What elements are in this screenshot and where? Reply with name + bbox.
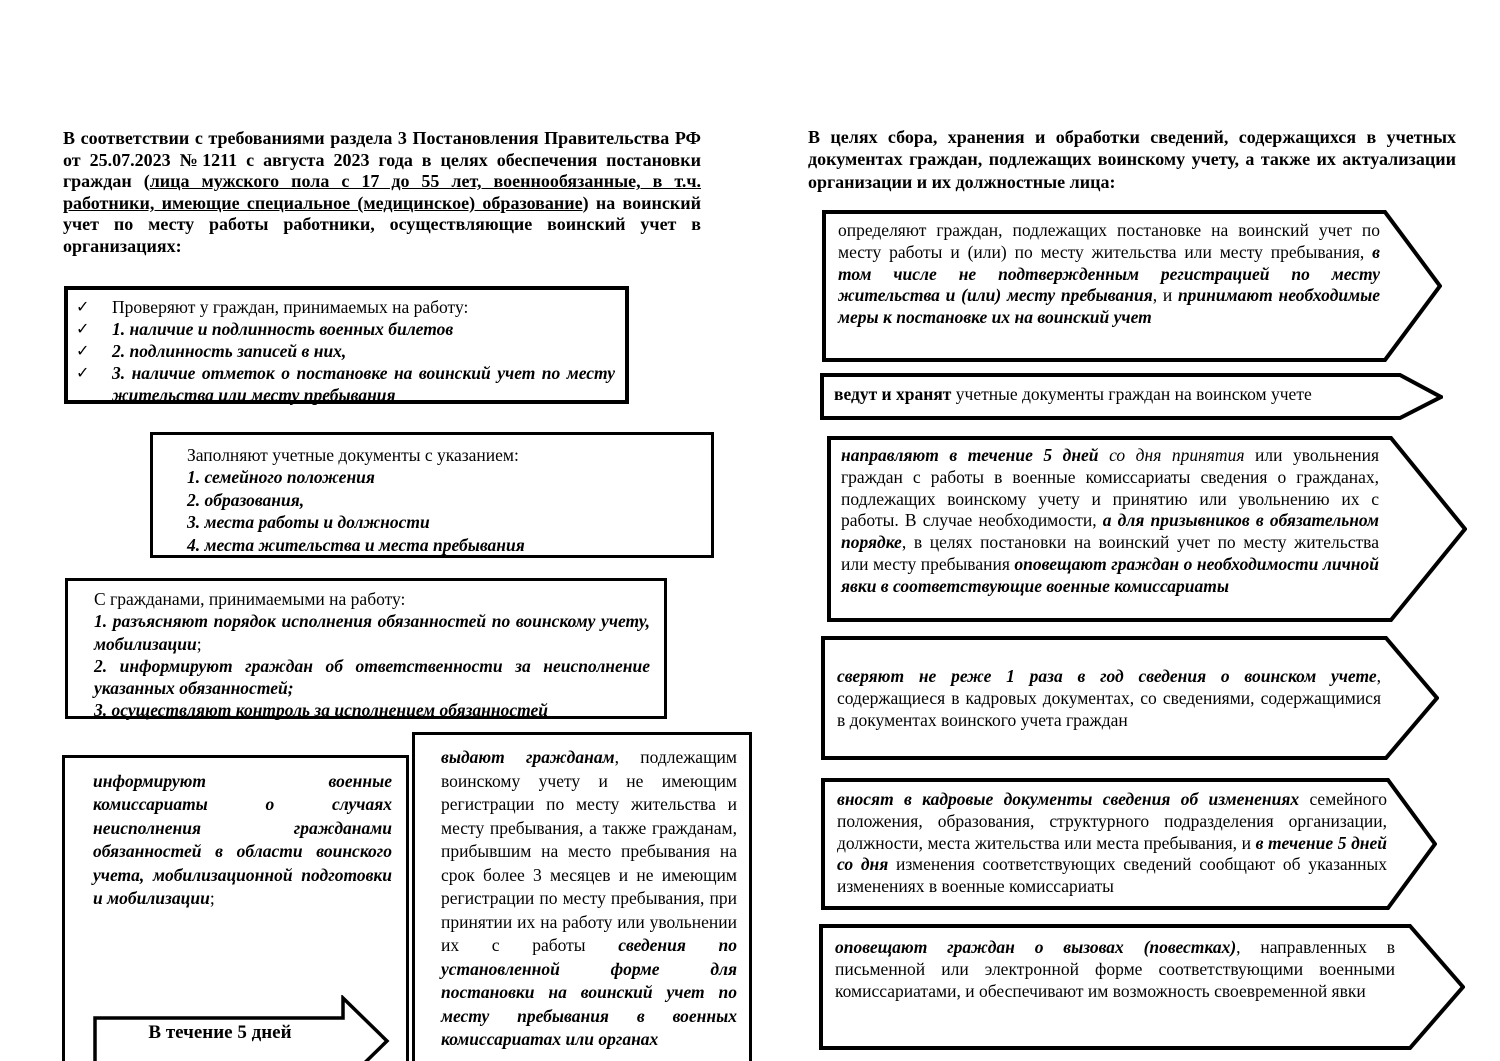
issue-to-citizens-text: выдают гражданам, подлежащим воинскому учету и не имеющим регистрации по месту жительства и месту пребывания, а также гражданам, прибывшим на место пребывания на срок более 3 месяцев и не имеющим регистрации по месту пребывания, при принятии их на работу или увольнении их с работы сведения по установленной форме для постановки на воинский учет по месту пребывания в военных комиссариатах или органах [441,747,737,1049]
five-days-arrow-label: В течение 5 дней [148,1022,292,1043]
callout-text: направляют в течение 5 дней со дня принятия или увольнения граждан с работы в военные комиссариаты сведения о гражданах, подлежащих воинскому учету и принятию или увольнению их с работы. В случае необходимости, а для призывников в обязательном порядке, в целях постановки на воинский учет по месту жительства или месту пребывания оповещают граждан о необходимости личной явки в соответствующие военные комиссариаты [841,445,1379,596]
list-item: ✓ 2. подлинность записей в них, [72,340,615,362]
list-item: 3. места работы и должности [187,512,430,533]
checkmark-icon: ✓ [76,319,90,338]
inform-commissariats-text: информируют военные комиссариаты о случаях неисполнения гражданами обязанностей в области воинского учета, мобилизационной подготовки и мобилизации; [93,771,392,909]
hired-citizens-box [65,578,667,719]
callout-text: оповещают граждан о вызовах (повестках), направленных в письменной или электронной форме соответствующими военными комиссариатами, и обеспечивают им возможность своевременной явки [835,937,1395,1001]
callout-keep-documents [820,373,1443,420]
callout-text: определяют граждан, подлежащих постановке на воинский учет по месту работы и (или) по месту жительства или месту пребывания, в том числе не подтвержденным регистрацией по месту жительства и (или) месту пребывания, и принимают необходимые меры к постановке их на воинский учет [838,220,1381,328]
box-heading: Заполняют учетные документы с указанием: [187,445,519,465]
list-item: 1. разъясняют порядок исполнения обязанностей по воинскому учету, мобилизации; [94,611,650,654]
list-item: 3. осуществляют контроль за исполнением обязанностей [94,700,549,721]
callout-notify-summons [819,924,1465,1050]
checkmark-icon: ✓ [76,341,90,360]
callout-send-information [827,436,1467,622]
callout-text: ведут и хранят учетные документы граждан на воинском учете [834,384,1312,404]
fill-documents-box [150,432,714,558]
list-item: ✓ 3. наличие отметок о постановке на воинский учет по месту жительства или месту пребывания [72,362,615,406]
callout-text: сверяют не реже 1 раза в год сведения о воинском учете, содержащиеся в кадровых документах, со сведениями, содержащимися в документах воинского учета граждан [837,666,1381,730]
check-employees-box [64,286,629,404]
box-heading: С гражданами, принимаемыми на работу: [94,589,406,609]
callout-determine-citizens [822,210,1442,362]
checkmark-icon: ✓ [76,363,90,382]
issue-to-citizens-box [412,732,752,1061]
list-item: 4. места жительства и места пребывания [187,534,525,555]
list-item: 2. образования, [187,489,305,510]
list-item: 1. семейного положения [187,467,375,488]
callout-update-records [821,778,1437,910]
list-item: 2. информируют граждан об ответственности за неисполнение указанных обязанностей; [94,655,650,699]
callout-text: вносят в кадровые документы сведения об изменениях семейного положения, образования, структурного подразделения организации, должности, места жительства или места пребывания, и в течение 5 дней со дня изменения соответствующих сведений сообщают об указанных изменениях в военные комиссариаты [837,789,1388,897]
callout-verify-records [821,636,1439,760]
right-intro-paragraph: В целях сбора, хранения и обработки сведений, содержащихся в учетных документах граждан, подлежащих воинскому учету, а также их актуализации организации и их должностные лица: [808,127,1456,192]
list-item: ✓ 1. наличие и подлинность военных билетов [72,318,615,340]
left-intro-paragraph: В соответствии с требованиями раздела 3 Постановления Правительства РФ от 25.07.2023 №1211 с августа 2023 года в целях обеспечения постановки граждан (лица мужского пола с 17 до 55 лет, военнообязанные, в т.ч. работники, имеющие специальное (медицинское) образование) на воинский учет по месту работы работники, осуществляющие воинский учет в организациях: [63,128,701,256]
list-item: ✓ Проверяют у граждан, принимаемых на работу: [72,296,615,318]
checkmark-icon: ✓ [76,297,90,316]
